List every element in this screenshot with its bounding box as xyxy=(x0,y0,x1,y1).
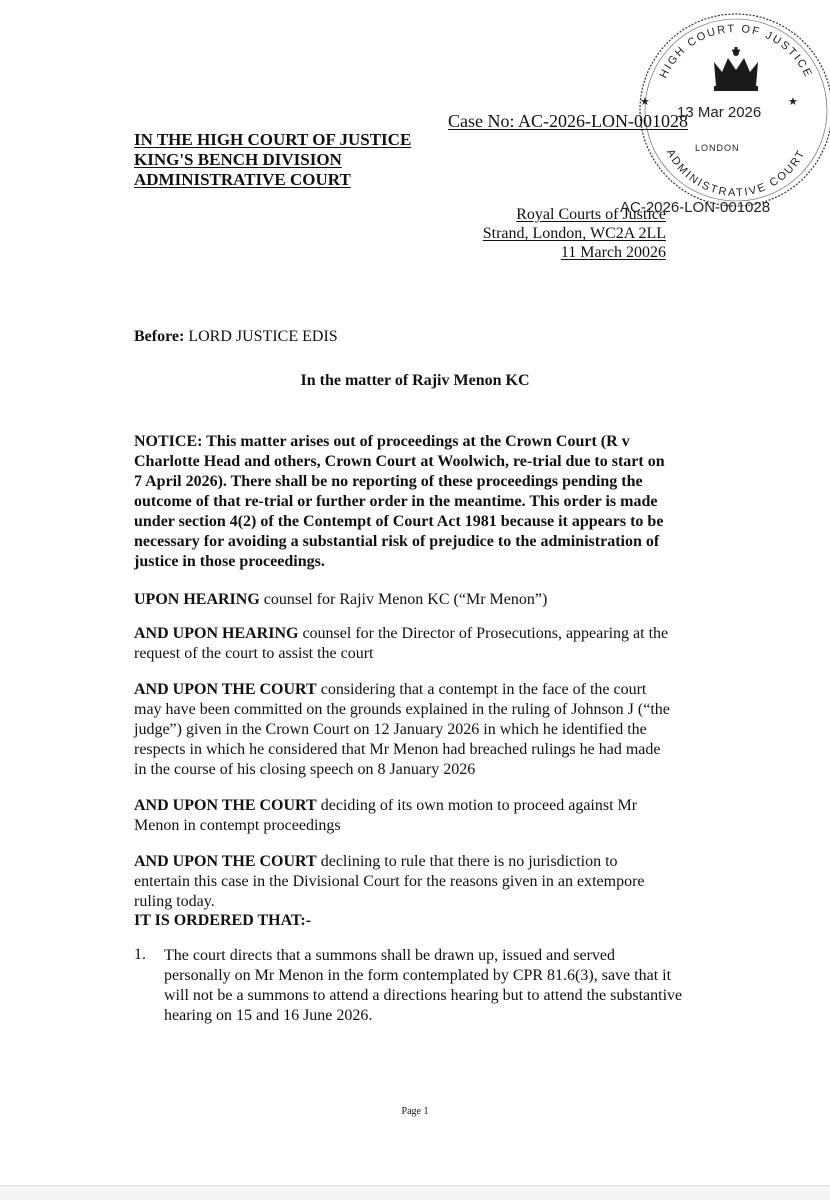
recital-text: counsel for Rajiv Menon KC (“Mr Menon”) xyxy=(259,591,548,608)
judge-name: LORD JUSTICE EDIS xyxy=(188,328,338,345)
address-line-1: Royal Courts of Justice xyxy=(516,206,666,223)
stamp-star-right: ★ xyxy=(788,95,798,108)
stamp-reference: AC-2026-LON-001028 xyxy=(620,199,771,216)
page-number: Page 1 xyxy=(401,1106,429,1117)
recital-lead: UPON HEARING xyxy=(134,591,260,608)
recital-paragraph xyxy=(134,624,674,664)
crown-icon xyxy=(714,47,758,91)
recital-text: declining to rule that there is no jurisdiction to entertain this case in the Divisional Court for the reasons given in an extempore ruling today. xyxy=(134,853,645,910)
court-header xyxy=(134,130,411,190)
ordered-heading: IT IS ORDERED THAT:- xyxy=(134,912,312,929)
recital-paragraph xyxy=(134,852,674,912)
court-name: IN THE HIGH COURT OF JUSTICE xyxy=(134,130,412,149)
bottom-edge xyxy=(0,1185,830,1200)
stamp-date: 13 Mar 2026 xyxy=(677,104,762,121)
recital-lead: AND UPON THE COURT xyxy=(134,681,317,698)
matter-title: In the matter of Rajiv Menon KC xyxy=(300,372,530,389)
case-number: Case No: AC-2026-LON-001028 xyxy=(448,111,688,131)
stamp-bottom-text: ADMINISTRATIVE COURT xyxy=(664,147,808,200)
order-date: 11 March 20026 xyxy=(560,244,666,261)
recital-text: counsel for the Director of Prosecutions, appearing at the request of the court to assist the court xyxy=(134,625,669,662)
stamp-city: LONDON xyxy=(695,143,740,153)
recital-paragraph xyxy=(134,590,674,610)
before-line xyxy=(134,328,338,346)
recital-lead: AND UPON THE COURT xyxy=(134,797,317,814)
recital-lead: AND UPON HEARING xyxy=(134,625,299,642)
order-number: 1. xyxy=(134,946,146,963)
recital-paragraph xyxy=(134,680,674,780)
recital-paragraph xyxy=(134,796,674,836)
address-line-2: Strand, London, WC2A 2LL xyxy=(482,225,666,242)
court-subdivision: ADMINISTRATIVE COURT xyxy=(134,170,351,189)
recital-text: deciding of its own motion to proceed against Mr Menon in contempt proceedings xyxy=(134,797,638,834)
before-label: Before: xyxy=(134,328,185,345)
notice-paragraph: NOTICE: This matter arises out of proceedings at the Crown Court (R v Charlotte Head and others, Crown Court at Woolwich, re-trial due to start on 7 April 2026). There shall be no reporting of these proceedings pending the outcome of that re-trial or further order in the meantime. This order is made under section 4(2) of the Contempt of Court Act 1981 because it appears to be necessary for avoiding a substantial risk of prejudice to the administration of justice in those proceedings. xyxy=(134,433,665,570)
court-division: KING'S BENCH DIVISION xyxy=(134,150,342,169)
stamp-star-left: ★ xyxy=(640,95,650,108)
recital-text: considering that a contempt in the face of the court may have been committed on the grounds explained in the ruling of Johnson J (“the judge”) given in the Crown Court on 12 January 2026 in which he identified the respects in which he considered that Mr Menon had breached rulings he had made in the course of his closing speech on 8 January 2026 xyxy=(134,681,670,778)
recital-lead: AND UPON THE COURT xyxy=(134,853,317,870)
stamp-top-text: HIGH COURT OF JUSTICE xyxy=(657,22,815,81)
order-text: The court directs that a summons shall be drawn up, issued and served personally on Mr Menon in the form contemplated by CPR 81.6(3), save that it will not be a summons to attend a directions hearing but to attend the substantive hearing on 15 and 16 June 2026. xyxy=(164,947,683,1024)
